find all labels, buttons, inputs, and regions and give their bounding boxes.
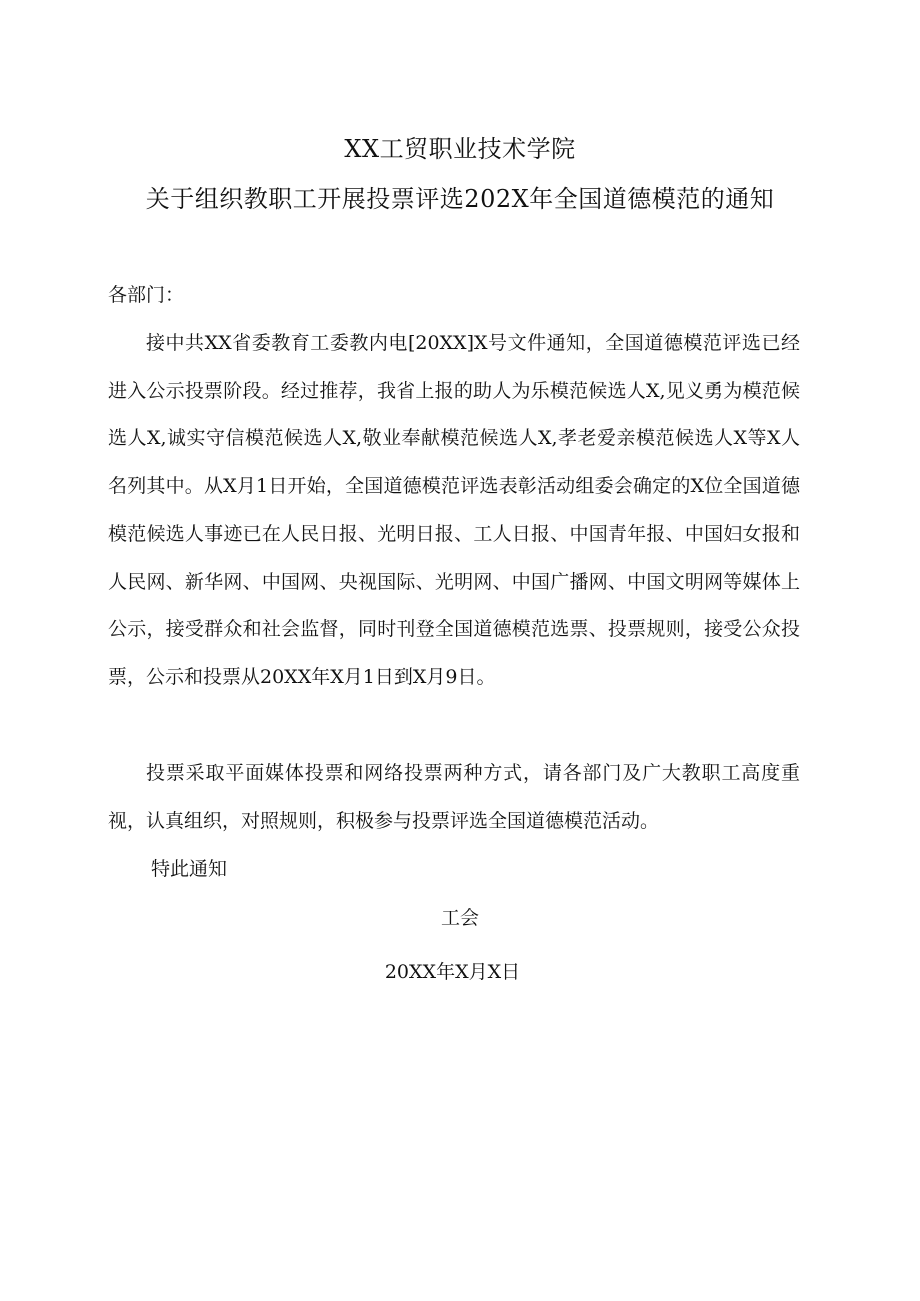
signer: 工会	[440, 907, 479, 929]
body-paragraph-1: 接中共XX省委教育工委教内电[20XX]X号文件通知，全国道德模范评选已经进入公示投票阶段。经过推荐，我省上报的助人为乐模范候选人X,见义勇为模范候选人X,诚实守信模范候选人X,敬业奉献模范候选人X,孝老爱亲模范候选人X等X人名列其中。从X月1日开始，全国道德模范评选表彰活动组委会确定的X位全国道德模范候选人事迹已在人民日报、光明日报、工人日报、中国青年报、中国妇女报和人民网、新华网、中国网、央视国际、光明网、中国广播网、中国文明网等媒体上公示，接受群众和社会监督，同时刊登全国道德模范选票、投票规则，接受公众投票，公示和投票从20XX年X月1日到X月9日。	[108, 332, 800, 688]
closing-remark: 特此通知	[151, 858, 228, 880]
document-title-line2: 关于组织教职工开展投票评选202X年全国道德模范的通知	[145, 185, 775, 213]
document-title-line1: XX工贸职业技术学院	[344, 135, 576, 163]
issue-date: 20XX年X月X日	[384, 961, 521, 983]
salutation: 各部门：	[108, 284, 185, 306]
body-paragraph-2: 投票采取平面媒体投票和网络投票两种方式，请各部门及广大教职工高度重视，认真组织，对照规则，积极参与投票评选全国道德模范活动。	[108, 762, 800, 832]
